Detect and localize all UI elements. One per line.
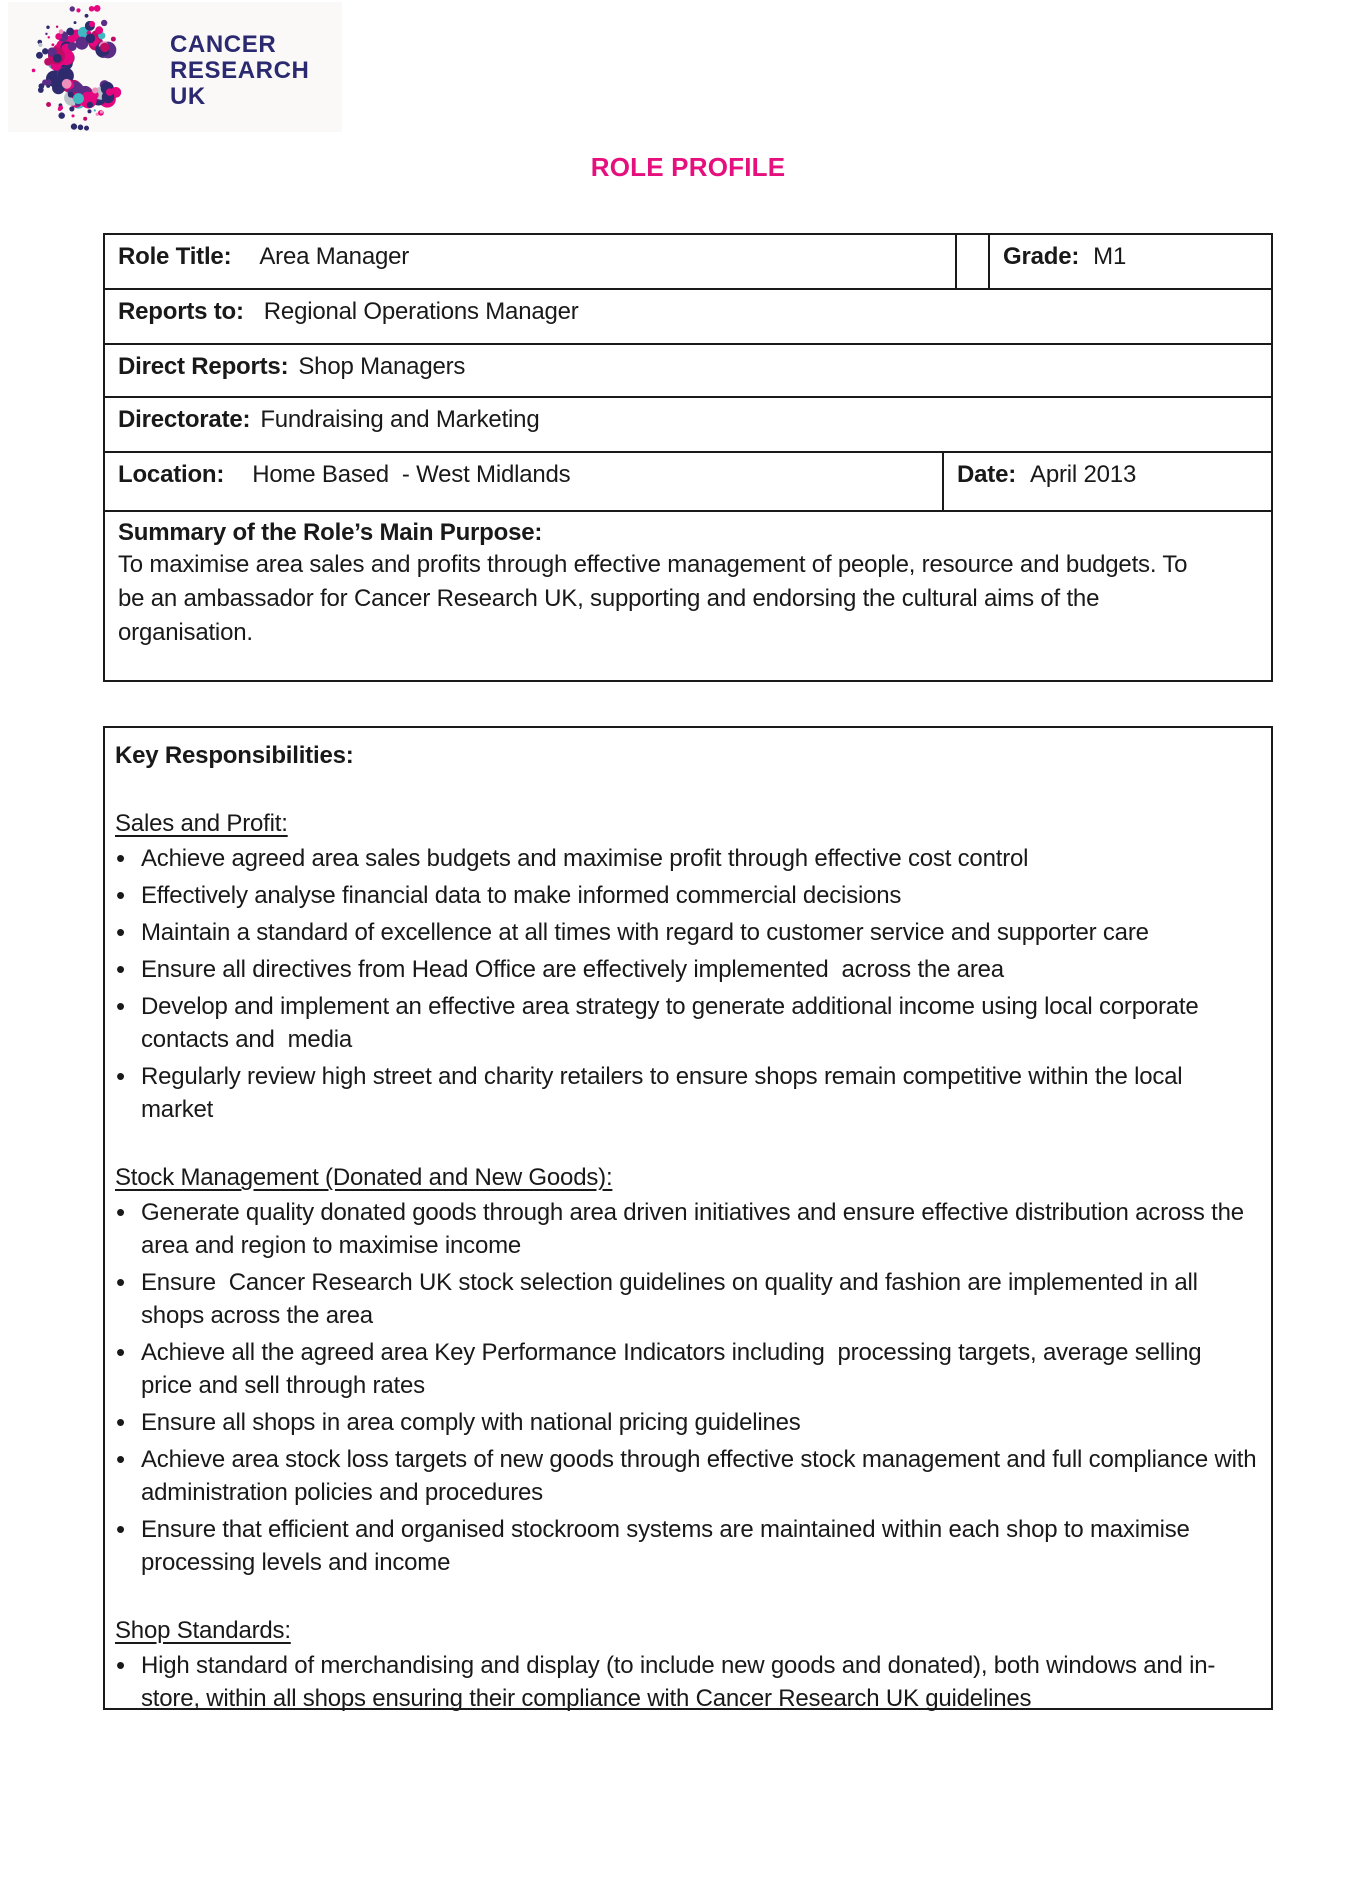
table-spacer-cell — [955, 235, 988, 288]
bullet-item — [115, 842, 1257, 875]
date-value: April 2013 — [1030, 461, 1137, 488]
date-label: Date: — [957, 461, 1017, 488]
bullet-item — [115, 879, 1257, 912]
role-title-label: Role Title: — [118, 243, 232, 270]
role-title-value: Area Manager — [259, 243, 410, 270]
grade-cell — [988, 235, 1271, 288]
bullet-text: Generate quality donated goods through area driven initiatives and ensure effective distribution across the area and region to maximise income — [141, 1199, 1251, 1259]
bullet-item — [115, 1266, 1257, 1332]
role-info-table — [103, 233, 1273, 682]
bullet-text: Achieve area stock loss targets of new goods through effective stock management and full compliance with administration policies and procedures — [141, 1446, 1263, 1506]
summary-cell — [105, 512, 1271, 680]
directorate-label: Directorate: — [118, 406, 251, 433]
direct-reports-value: Shop Managers — [298, 353, 466, 380]
logo-wordmark-line2: RESEARCH — [170, 57, 310, 84]
grade-value: M1 — [1093, 243, 1127, 270]
bullet-text: Develop and implement an effective area strategy to generate additional income using local corporate contacts and media — [141, 993, 1206, 1053]
bullet-text: Ensure Cancer Research UK stock selection guidelines on quality and fashion are implemented in all shops across the area — [141, 1269, 1205, 1329]
bullet-text: Effectively analyse financial data to make informed commercial decisions — [141, 882, 902, 909]
section-title-stock-management: Stock Management (Donated and New Goods): — [115, 1164, 613, 1191]
bullet-text: Ensure that efficient and organised stockroom systems are maintained within each shop to maximise processing levels and income — [141, 1516, 1197, 1576]
bullet-text: Ensure all directives from Head Office are effectively implemented across the area — [141, 956, 1004, 983]
grade-label: Grade: — [1003, 243, 1080, 270]
location-label: Location: — [118, 461, 225, 488]
bullet-item — [115, 916, 1257, 949]
direct-reports-label: Direct Reports: — [118, 353, 289, 380]
sales-and-profit-list — [115, 842, 1257, 1126]
location-value: Home Based - West Midlands — [252, 461, 571, 488]
bullet-item — [115, 1196, 1257, 1262]
page-title: ROLE PROFILE — [590, 152, 786, 182]
reports-to-cell — [105, 290, 1271, 343]
key-responsibilities-box — [103, 726, 1273, 1710]
bullet-text: Achieve agreed area sales budgets and maximise profit through effective cost control — [141, 845, 1029, 872]
bullet-item — [115, 1513, 1257, 1579]
direct-reports-cell — [105, 345, 1271, 396]
directorate-cell — [105, 398, 1271, 451]
table-row-direct-reports — [105, 345, 1271, 398]
logo-wordmark-line3: UK — [170, 83, 206, 110]
role-title-cell — [105, 235, 955, 288]
stock-management-list — [115, 1196, 1263, 1579]
directorate-value: Fundraising and Marketing — [260, 406, 540, 433]
logo-wordmark — [170, 32, 309, 110]
bullet-item — [115, 1406, 1257, 1439]
cancer-research-uk-logo — [8, 2, 342, 132]
bullet-item — [115, 1336, 1257, 1402]
bullet-item — [115, 953, 1257, 986]
cruk-dotted-c-icon — [18, 6, 156, 130]
bullet-item — [115, 1649, 1257, 1715]
bullet-text: Achieve all the agreed area Key Performance Indicators including processing targets, average selling price and sell through rates — [141, 1339, 1208, 1399]
summary-heading: Summary of the Role’s Main Purpose: — [118, 519, 543, 546]
table-row-summary — [105, 512, 1271, 680]
table-row-role-title — [105, 235, 1271, 290]
bullet-item — [115, 990, 1257, 1056]
table-row-reports-to — [105, 290, 1271, 345]
reports-to-value: Regional Operations Manager — [263, 298, 579, 325]
bullet-text: Ensure all shops in area comply with national pricing guidelines — [141, 1409, 801, 1436]
bullet-text: Regularly review high street and charity retailers to ensure shops remain competitive within the local market — [141, 1063, 1189, 1123]
shop-standards-list — [115, 1649, 1257, 1715]
section-title-sales-and-profit: Sales and Profit: — [115, 810, 288, 837]
bullet-text: High standard of merchandising and display (to include new goods and donated), both windows and in-store, within all shops ensuring their compliance with Cancer Research UK guidelines — [141, 1652, 1216, 1712]
reports-to-label: Reports to: — [118, 298, 244, 325]
date-cell — [942, 453, 1271, 510]
bullet-item — [115, 1443, 1263, 1509]
table-row-location-date — [105, 453, 1271, 512]
responsibilities-heading: Key Responsibilities: — [115, 742, 354, 769]
table-row-directorate — [105, 398, 1271, 453]
summary-text: To maximise area sales and profits through effective management of people, resource and budgets. To be an ambassador for Cancer Research UK, supporting and endorsing the cultural aims of the organisation. — [118, 551, 1194, 646]
logo-wordmark-line1: CANCER — [170, 31, 277, 58]
bullet-text: Maintain a standard of excellence at all times with regard to customer service and supporter care — [141, 919, 1149, 946]
section-title-shop-standards: Shop Standards: — [115, 1617, 291, 1644]
bullet-item — [115, 1060, 1257, 1126]
location-cell — [105, 453, 942, 510]
